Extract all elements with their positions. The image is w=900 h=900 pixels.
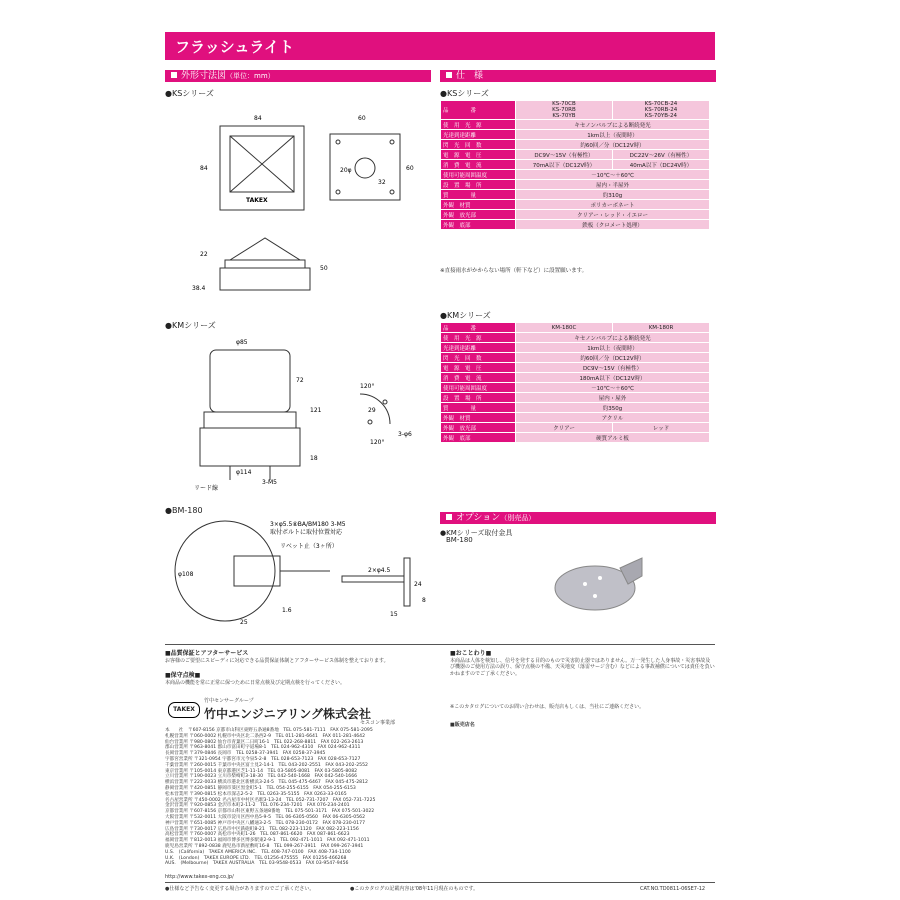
office-entry: U.K. (London) TAKEX EUROPE LTD. TEL 01256-475555 FAX 01256-466268	[165, 855, 347, 861]
spec-key: 消 費 電 流	[441, 160, 516, 170]
bm-dim-24: 24	[414, 581, 422, 588]
bm-dim-bolt-note: 取付ボルトに取付位置対応	[270, 529, 343, 536]
footer-divider	[165, 882, 715, 883]
ks-table-note: ※直接雨水がかからない場所（軒下など）に設置願います。	[440, 268, 588, 274]
office-entry: 東京営業所 〒105-0014 東京都港区芝1-11-14 TEL 03-5805-8081 FAX 03-5805-8082	[165, 768, 358, 774]
office-entry: 横浜営業所 〒222-0033 横浜市港北区新横浜3-24-5 TEL 045-475-6467 FAX 045-475-2812	[165, 780, 368, 786]
km-lead-wire: リード線	[194, 485, 219, 492]
office-entry: 宇都宮営業所 〒321-0954 宇都宮市元今泉5-2-8 TEL 028-653-7123 FAX 028-653-7127	[165, 756, 361, 762]
spec-key: 外観 材質	[441, 413, 516, 423]
spec-value: 40mA以下（DC24V時）	[612, 160, 709, 170]
spec-value: アクリル	[516, 413, 710, 423]
spec-value: 70mA以下（DC12V時）	[516, 160, 613, 170]
ks-dim-base-height: 60	[406, 165, 414, 172]
ks-dim-hole: 20φ	[340, 167, 352, 174]
option-model: BM-180	[446, 536, 473, 544]
company-division: セスコン事業部	[360, 720, 396, 726]
spec-row	[441, 343, 710, 353]
bm-drawing-label: ●BM-180	[165, 506, 203, 515]
spec-row	[441, 373, 710, 383]
spec-row	[441, 180, 710, 190]
option-heading: ●KMシリーズ取付金具	[440, 529, 513, 537]
spec-key: 光達到達距離	[441, 343, 516, 353]
caution-title: ■おことわり■	[450, 650, 492, 657]
spec-row	[441, 220, 710, 230]
spec-row	[441, 200, 710, 210]
spec-value: 屋内・屋外	[516, 393, 710, 403]
spec-value: キセノンバルブによる断続発光	[516, 120, 710, 130]
title-banner	[165, 32, 715, 60]
office-entry: 京都営業所 〒607-8156 京都市山科区東野五条通8番地 TEL 075-501-3171 FAX 075-501-3022	[165, 809, 375, 815]
spec-key: 外観 底部	[441, 220, 516, 230]
km-drawing-label: ●KMシリーズ	[165, 321, 216, 330]
office-entry: 福岡営業所 〒812-0013 福岡市博多区博多駅東2-9-1 TEL 092-471-1011 FAX 092-471-1011	[165, 838, 370, 844]
warranty-title: ■品質保証とアフターサービス	[165, 650, 249, 657]
spec-key: 電 源 電 圧	[441, 363, 516, 373]
spec-key: 品 番	[441, 101, 516, 120]
bracket-photo	[550, 548, 650, 618]
spec-row	[441, 101, 710, 120]
footer-mid: ●このカタログの記載内容は'08年11月現在のものです。	[350, 886, 479, 892]
spec-row	[441, 140, 710, 150]
option-section-title: オプション	[456, 513, 501, 523]
spec-value: 約60回／分（DC12V時）	[516, 353, 710, 363]
spec-value: クリアー	[516, 423, 613, 433]
maint-text: 本商品の機能を常に正常に保つために日常点検及び定期点検を行ってください。	[165, 680, 346, 686]
catalog-number: CAT.NO.TD0811-06SE7-12	[640, 886, 706, 892]
spec-value: レッド	[613, 423, 710, 433]
km-holes: 3-φ6	[398, 431, 412, 438]
spec-key: 使用可能周囲温度	[441, 383, 516, 393]
spec-row	[441, 353, 710, 363]
spec-value: KM-180C	[516, 323, 613, 333]
spec-value: ポリカーボネート	[516, 200, 710, 210]
spec-value: 硬質アルミ板	[516, 433, 710, 443]
page-title: フラッシュライト	[175, 38, 294, 56]
km-spec-table	[440, 322, 710, 443]
ks-dimension-drawing	[170, 100, 420, 300]
spec-value: 1km以上（夜間時）	[516, 343, 710, 353]
spec-value: DC9V～15V（有極性）	[516, 363, 710, 373]
square-icon	[446, 72, 452, 78]
spec-row	[441, 393, 710, 403]
spec-row	[441, 190, 710, 200]
office-entry: 広島営業所 〒730-0017 広島市中区鉄砲町8-21 TEL 082-223-1120 FAX 082-223-1156	[165, 826, 359, 832]
spec-key: 外観 放光部	[441, 423, 516, 433]
spec-value: 180mA以下（DC12V時）	[516, 373, 710, 383]
spec-key: 閃 光 回 数	[441, 140, 516, 150]
spec-key: 閃 光 回 数	[441, 353, 516, 363]
ks-dim-width: 84	[254, 115, 262, 122]
office-entry: 金沢営業所 〒920-0853 金沢市本町2-11-2 TEL 076-234-7201 FAX 076-234-2401	[165, 803, 350, 809]
company-name: 竹中エンジニアリング株式会社	[204, 707, 371, 721]
spec-value: 約60回／分（DC12V時）	[516, 140, 710, 150]
spec-value: クリアー・レッド・イエロー	[516, 210, 710, 220]
takex-logo: TAKEX	[168, 702, 200, 718]
bm-dim-slot: 2×φ4.5	[368, 567, 391, 574]
bm-dim-dia: φ108	[178, 571, 194, 578]
divider	[165, 644, 715, 645]
ks-dim-dome: 22	[200, 251, 208, 258]
office-entry: U.S. (California) TAKEX AMERICA INC. TEL 408-747-0100 FAX 408-734-1100	[165, 849, 351, 855]
km-dimension-drawing	[170, 332, 430, 502]
office-entry: 鹿児島営業所 〒892-0838 鹿児島市新屋敷町16-8 TEL 099-267-3911 FAX 099-267-3941	[165, 843, 364, 849]
option-section-sub: （別売品）	[500, 514, 536, 522]
square-icon	[446, 514, 452, 520]
spec-row	[441, 363, 710, 373]
bm-dim-25: 25	[240, 619, 248, 626]
spec-row	[441, 403, 710, 413]
spec-value: DC9V～15V（有極性）	[516, 150, 613, 160]
dims-section-header	[165, 70, 431, 82]
km-dim-total: 121	[310, 407, 322, 414]
spec-key: 設 置 場 所	[441, 180, 516, 190]
spec-value: －10℃～＋60℃	[516, 170, 710, 180]
dealer-note: ※このカタログについてのお問い合わせは、販売店もしくは、当社にご連絡ください。	[450, 704, 645, 710]
km-angle-2: 120°	[370, 439, 385, 446]
office-entry: 名古屋営業所 〒450-0002 名古屋市中村区名駅3-13-24 TEL 052-731-7207 FAX 052-731-7225	[165, 797, 376, 803]
office-entry: 立川営業所 〒190-0023 立川市柴崎町3-18-30 TEL 042-540-1668 FAX 042-540-1666	[165, 774, 358, 780]
office-entry: 郡山営業所 〒963-8041 郡山市富田町字道場8-1 TEL 024-962-4310 FAX 024-962-4311	[165, 745, 361, 751]
spec-value: キセノンバルブによる断続発光	[516, 333, 710, 343]
spec-key: 外観 材質	[441, 200, 516, 210]
km-dim-dia: φ114	[236, 469, 252, 476]
dims-unit: （単位：mm）	[226, 72, 275, 80]
spec-key: 消 費 電 流	[441, 373, 516, 383]
company-group: 竹中センサーグループ	[204, 698, 254, 704]
catalog-page	[150, 22, 730, 892]
spec-key: 質 量	[441, 403, 516, 413]
km-dim-screw: 3-M5	[262, 479, 277, 486]
km-dim-base: 18	[310, 455, 318, 462]
ks-dim-base-width: 60	[358, 115, 366, 122]
spec-row	[441, 383, 710, 393]
spec-value: KS-70CB KS-70RB KS-70YB	[516, 101, 613, 120]
office-entry: 高松営業所 〒760-0007 高松市中央町1-26 TEL 087-861-6620 FAX 087-861-6623	[165, 832, 350, 838]
spec-key: 電 源 電 圧	[441, 150, 516, 160]
website-link[interactable]: http://www.takex-eng.co.jp/	[165, 874, 234, 880]
spec-value: －10℃～＋60℃	[516, 383, 710, 393]
ks-drawing-label: ●KSシリーズ	[165, 89, 214, 98]
office-entry: 静岡営業所 〒420-0851 静岡市葵区黒金町5-1 TEL 054-255-6155 FAX 054-255-6153	[165, 785, 356, 791]
bm-dim-15: 15	[390, 611, 398, 618]
bm-dimension-drawing	[170, 516, 440, 646]
office-entry: 長岡営業所 〒379-0846 長岡市 TEL 0258-37-3941 FAX 0258-37-3945	[165, 751, 326, 757]
office-entry: AUS. (Melbourne) TAKEX AUSTRALIA TEL 03-9548-0533 FAX 03-9547-9456	[165, 861, 349, 867]
ks-spec-table	[440, 100, 710, 230]
spec-row	[441, 433, 710, 443]
spec-row	[441, 160, 710, 170]
office-entry: 札幌営業所 〒060-0002 札幌市中央区北二条西2-9 TEL 011-281-6641 FAX 011-281-4642	[165, 733, 366, 739]
bm-dim-thick: 1.6	[282, 607, 292, 614]
spec-key: 外観 底部	[441, 433, 516, 443]
spec-value: KS-70CB-24 KS-70RB-24 KS-70YB-24	[612, 101, 709, 120]
square-icon	[171, 72, 177, 78]
bm-dim-holes: 3×φ5.5⑧BA/BM180 3-M5	[270, 521, 346, 528]
office-entry: 仙台営業所 〒980-0802 仙台市青葉区二日町16-1 TEL 022-268-8811 FAX 022-263-2613	[165, 739, 364, 745]
caution-text: 本商品は人体を検知し、信号を発する目的のもので災害防止器ではありません。万一発生した人身事故・災害事故及び機器のご使用方法の誤り、保守点検の不備、天災地変（落雷サージ含む）などによる事故補償については責任を負いかねますのでご了承ください。	[450, 658, 715, 677]
spec-section-header	[440, 70, 716, 82]
spec-row	[441, 210, 710, 220]
km-dim-dome: 72	[296, 377, 304, 384]
footer-left: ●仕様など予告なく変更する場合がありますのでご了承ください。	[165, 886, 315, 892]
spec-key: 使 用 光 源	[441, 333, 516, 343]
spec-key: 使 用 光 源	[441, 120, 516, 130]
spec-row	[441, 170, 710, 180]
spec-key: 設 置 場 所	[441, 393, 516, 403]
spec-row	[441, 130, 710, 140]
spec-key: 光達到達距離	[441, 130, 516, 140]
spec-value: 屋内・半屋外	[516, 180, 710, 190]
option-section-header	[440, 512, 716, 524]
spec-value: 1km以上（夜間時）	[516, 130, 710, 140]
ks-table-heading: ●KSシリーズ	[440, 89, 489, 98]
km-table-heading: ●KMシリーズ	[440, 311, 491, 320]
ks-dim-hole-offset: 32	[378, 179, 386, 186]
spec-row	[441, 120, 710, 130]
office-entry: 千葉営業所 〒260-0015 千葉市中央区富士見2-14-1 TEL 043-202-2551 FAX 043-202-2552	[165, 762, 368, 768]
spec-key: 外観 放光部	[441, 210, 516, 220]
maint-title: ■保守点検■	[165, 672, 201, 679]
spec-row	[441, 150, 710, 160]
spec-key: 品 番	[441, 323, 516, 333]
spec-key: 質 量	[441, 190, 516, 200]
warranty-text: お客様のご要望にスピーディに対応できる品質保証体制とアフターサービス体制を整えております。	[165, 658, 389, 664]
ks-dim-height: 84	[200, 165, 208, 172]
ks-dim-base: 38.4	[192, 285, 206, 292]
spec-value: 鉄板（クロメート処理）	[516, 220, 710, 230]
bm-rivet: リベット止（3ヶ所）	[280, 543, 338, 550]
spec-value: 約350g	[516, 403, 710, 413]
ks-takex-mark: TAKEX	[246, 197, 268, 204]
dealer-label: ■販売店名	[450, 722, 475, 728]
spec-row	[441, 423, 710, 433]
spec-row	[441, 333, 710, 343]
dims-section-title: 外形寸法図	[181, 71, 227, 81]
office-entry: 本 社 〒607-8156 京都市山科区東野五条通8番地 TEL 075-581-7111 FAX 075-581-2095	[165, 728, 373, 733]
km-dim-radius: 29	[368, 407, 376, 414]
bm-dim-8: 8	[422, 597, 426, 604]
spec-value: DC22V～26V（有極性）	[612, 150, 709, 160]
spec-value: 約310g	[516, 190, 710, 200]
office-list	[165, 728, 440, 867]
office-entry: 神戸営業所 〒651-0085 神戸市中央区八幡通3-2-5 TEL 078-230-0172 FAX 078-230-0177	[165, 820, 365, 826]
ks-dim-side: 50	[320, 265, 328, 272]
spec-row	[441, 323, 710, 333]
office-entry: 大阪営業所 〒532-0011 大阪市淀川区西中島5-9-5 TEL 06-6305-0560 FAX 06-6305-0562	[165, 814, 365, 820]
spec-value: KM-180R	[613, 323, 710, 333]
spec-key: 使用可能周囲温度	[441, 170, 516, 180]
spec-row	[441, 413, 710, 423]
km-dim-top: φ85	[236, 339, 248, 346]
spec-section-title: 仕 様	[456, 71, 484, 81]
km-angle-1: 120°	[360, 383, 375, 390]
office-entry: 松本営業所 〒390-0815 松本市深志2-5-2 TEL 0263-35-5155 FAX 0263-33-0165	[165, 791, 347, 797]
